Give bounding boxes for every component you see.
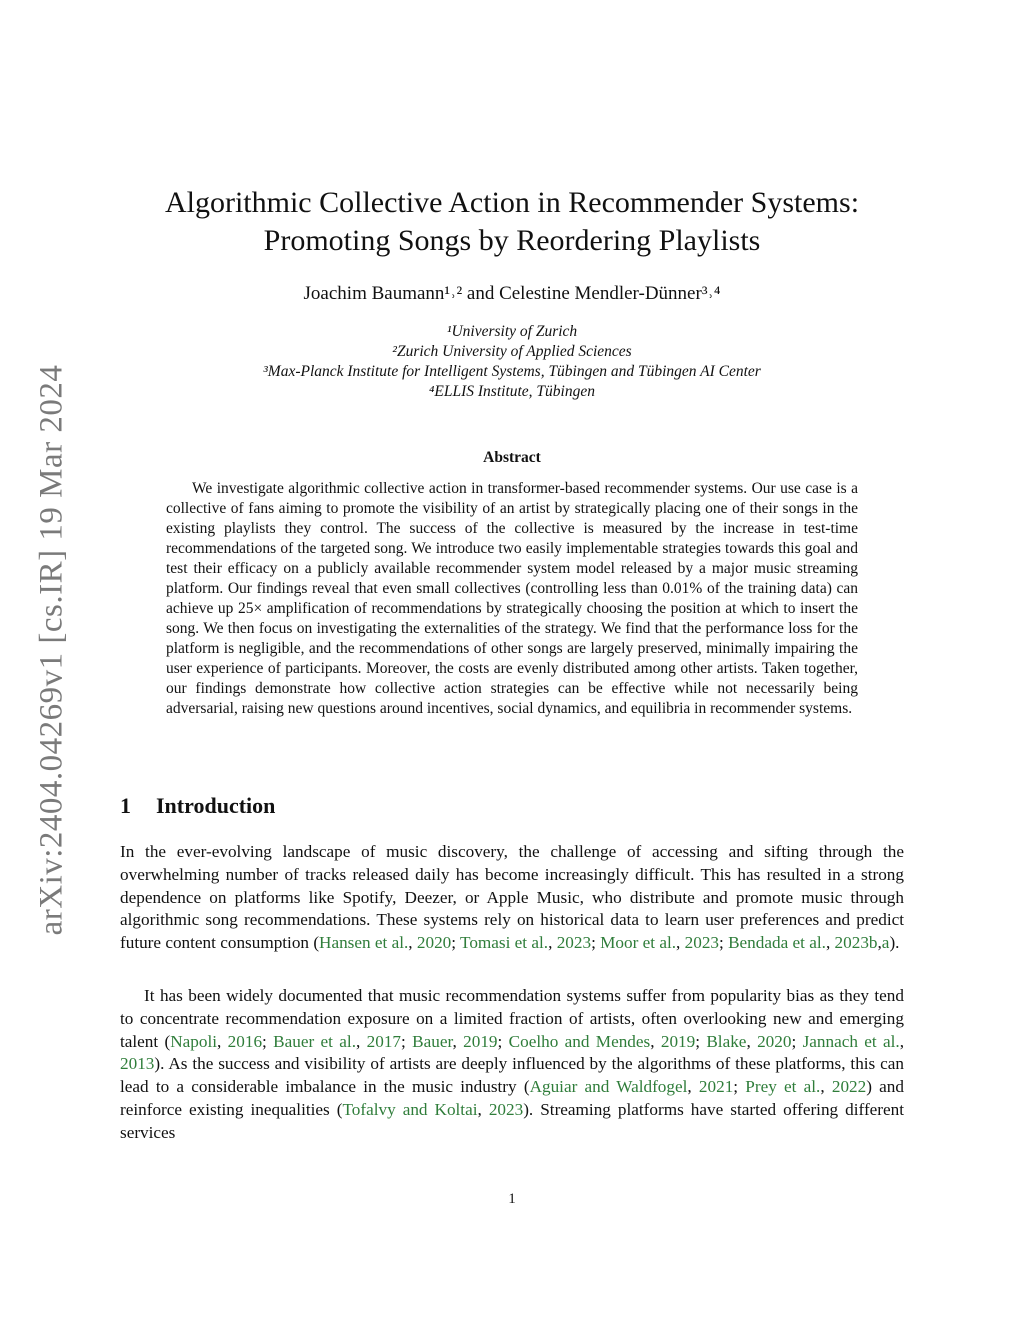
citation-link[interactable]: 2016 bbox=[227, 1031, 263, 1051]
affiliation: ⁴ELLIS Institute, Tübingen bbox=[429, 383, 595, 400]
citation-link[interactable]: 2021 bbox=[698, 1077, 734, 1097]
paper-title bbox=[120, 184, 904, 260]
citation-link[interactable]: Bauer bbox=[412, 1031, 453, 1051]
affiliation: ¹University of Zurich bbox=[446, 323, 578, 340]
citation-link[interactable]: 2023 bbox=[684, 933, 720, 953]
affiliation: ²Zurich University of Applied Sciences bbox=[392, 343, 632, 360]
affiliation: ³Max-Planck Institute for Intelligent Systems, Tübingen and Tübingen AI Center bbox=[263, 363, 761, 380]
abstract-heading: Abstract bbox=[483, 449, 541, 466]
citation-link[interactable]: 2022 bbox=[831, 1077, 867, 1097]
citation-link[interactable]: 2020 bbox=[416, 933, 452, 953]
citation-link[interactable]: Prey et al. bbox=[745, 1077, 821, 1097]
citation-link[interactable]: Hansen et al. bbox=[319, 933, 409, 953]
title-line-1: Algorithmic Collective Action in Recommender Systems: bbox=[164, 186, 860, 219]
section-title: Introduction bbox=[156, 793, 276, 818]
citation-link[interactable]: 2023 bbox=[556, 933, 592, 953]
citation-link[interactable]: Jannach et al. bbox=[802, 1031, 900, 1051]
citation-link[interactable]: Blake bbox=[706, 1031, 747, 1051]
citation-link[interactable]: 2019 bbox=[463, 1031, 498, 1051]
section-number: 1 bbox=[120, 793, 131, 818]
author-list: Joachim Baumann¹˒² and Celestine Mendler-Dünner³˒⁴ bbox=[303, 283, 721, 304]
title-line-2: Promoting Songs by Reordering Playlists bbox=[263, 224, 761, 257]
citation-link[interactable]: Moor et al. bbox=[600, 933, 677, 953]
citation-link[interactable]: Aguiar and Waldfogel bbox=[529, 1077, 688, 1097]
citation-link[interactable]: Tofalvy and Koltai bbox=[342, 1099, 478, 1119]
intro-paragraph-1: In the ever-evolving landscape of music discovery, the challenge of accessing and sifting through the overwhelming number of tracks released daily has become increasingly difficult. This has resulted in a strong dependence on platforms like Spotify, Deezer, or Apple Music, who distribute and promote music through algorithmic song recommendations. These systems rely on historical data to learn user preferences and predict future content consumption (Hansen et al., 2020; Tomasi et al., 2023; Moor et al., 2023; Bendada et al., 2023b,a). bbox=[120, 842, 904, 953]
citation-link[interactable]: Tomasi et al. bbox=[460, 933, 549, 953]
citation-link[interactable]: 2019 bbox=[660, 1031, 696, 1051]
citation-link[interactable]: Coelho and Mendes bbox=[508, 1031, 651, 1051]
citation-link[interactable]: 2020 bbox=[757, 1031, 792, 1051]
citation-link[interactable]: Bauer et al. bbox=[273, 1031, 356, 1051]
abstract-text: We investigate algorithmic collective action in transformer-based recommender systems. Our use case is a collective of fans aiming to promote the visibility of an artist by strategically placing one of their songs in the existing playlists they control. The success of the collective is measured by the increase in test-time recommendations of the targeted song. We introduce two easily implementable strategies towards this goal and test their efficacy on a publicly available recommender system model released by a major music streaming platform. Our findings reveal that even small collectives (controlling less than 0.01% of the training data) can achieve up 25× amplification of recommendations by strategically choosing the position at which to insert the song. We then focus on investigating the externalities of the strategy. We find that the performance loss for the platform is negligible, and the recommendations of other songs are largely preserved, minimally impairing the user experience of participants. Moreover, the costs are evenly distributed among other artists. Taken together, our findings demonstrate how collective action strategies can be effective while not necessarily being adversarial, raising new questions around incentives, social dynamics, and equilibria in recommender systems. bbox=[166, 480, 858, 717]
section-heading bbox=[120, 793, 904, 819]
citation-link[interactable]: Bendada et al. bbox=[728, 933, 826, 953]
citation-link[interactable]: 2013 bbox=[120, 1054, 155, 1074]
citation-link[interactable]: Napoli bbox=[170, 1031, 218, 1051]
citation-link[interactable]: 2023b bbox=[834, 933, 878, 953]
affiliations bbox=[120, 322, 904, 402]
intro-paragraph-2: It has been widely documented that music recommendation systems suffer from popularity bias as they tend to concentrate recommendation exposure on a limited fraction of artists, often overlooking new and emerging talent (Napoli, 2016; Bauer et al., 2017; Bauer, 2019; Coelho and Mendes, 2019; Blake, 2020; Jannach et al., 2013). As the success and visibility of artists are deeply influenced by the algorithms of these platforms, this can lead to a considerable imbalance in the music industry (Aguiar and Waldfogel, 2021; Prey et al., 2022) and reinforce existing inequalities (Tofalvy and Koltai, 2023). Streaming platforms have started offering different services bbox=[120, 986, 905, 1142]
arxiv-identifier: arXiv:2404.04269v1 [cs.IR] 19 Mar 2024 bbox=[33, 364, 70, 936]
citation-link[interactable]: a bbox=[881, 933, 890, 953]
citation-link[interactable]: 2023 bbox=[488, 1099, 524, 1119]
page-number: 1 bbox=[508, 1191, 516, 1207]
citation-link[interactable]: 2017 bbox=[366, 1031, 402, 1051]
